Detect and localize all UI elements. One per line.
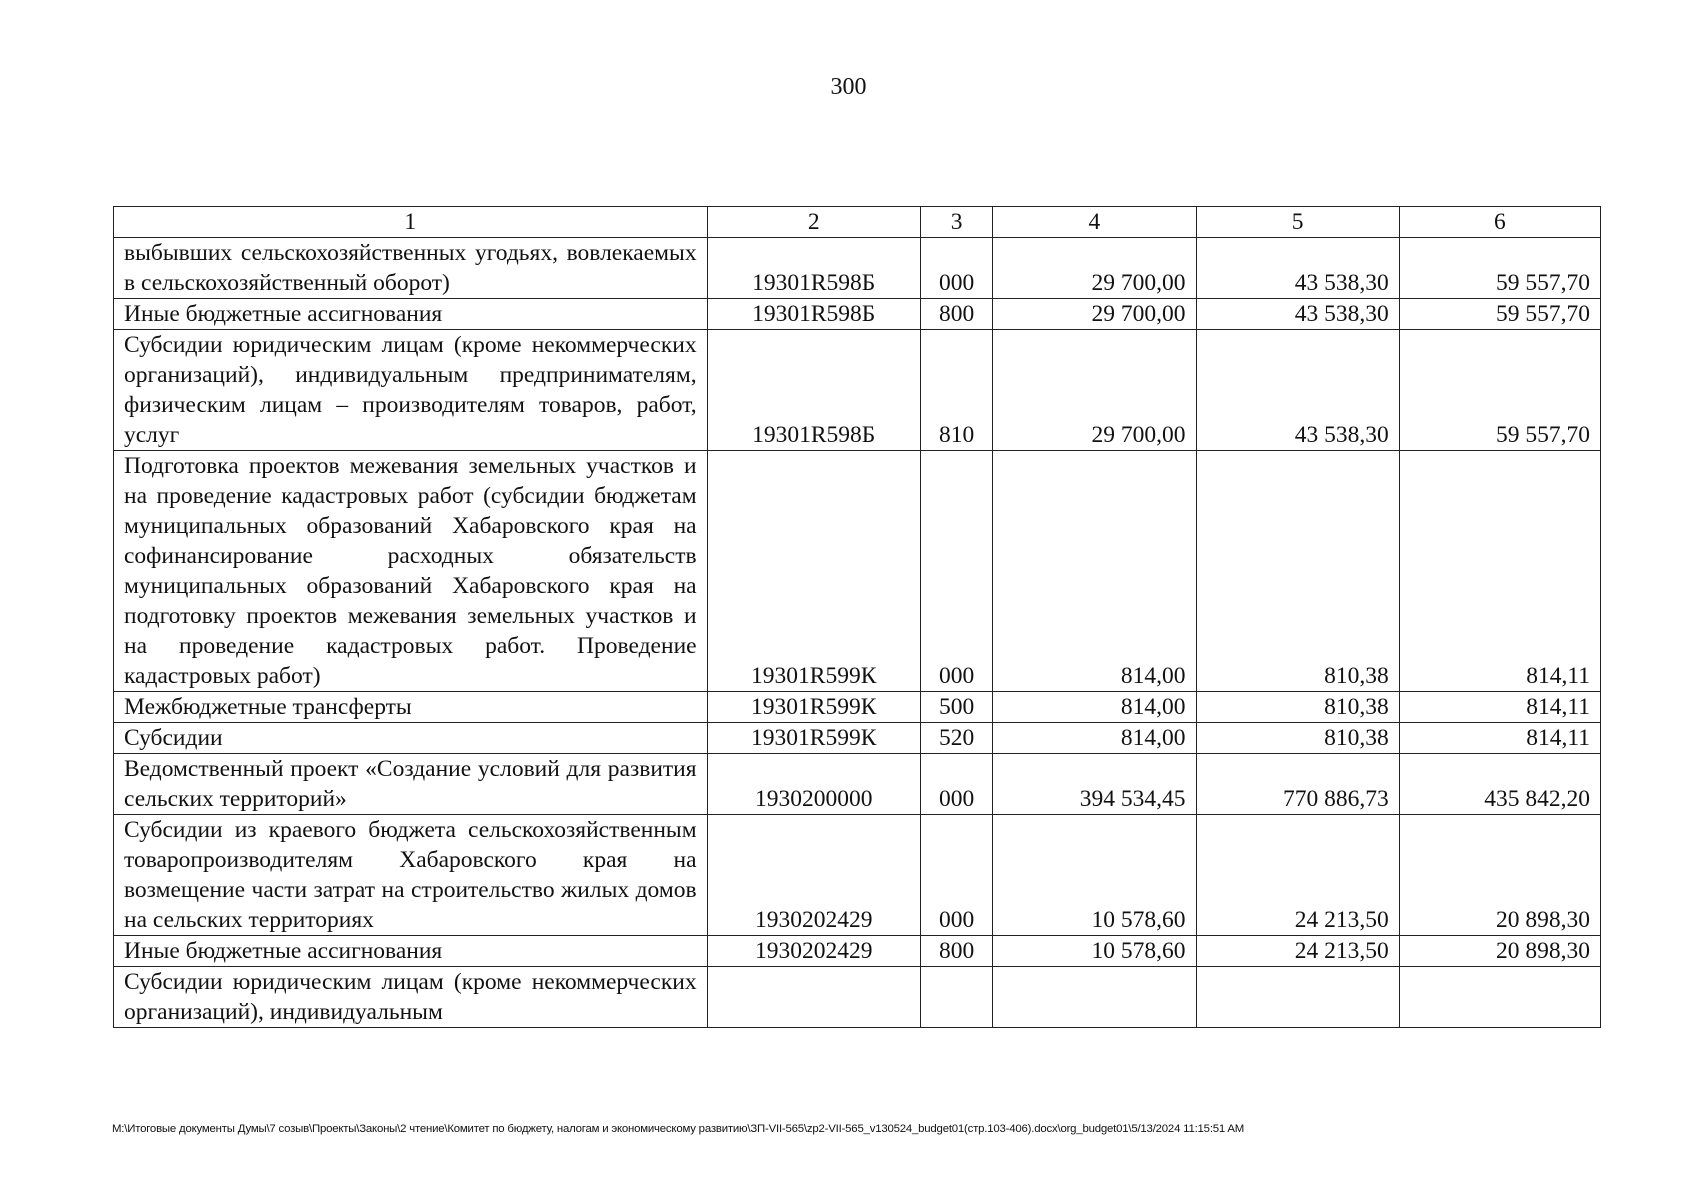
header-cell-4: 4 [993, 207, 1196, 238]
row-value-4: 814,00 [993, 692, 1196, 723]
row-value-4: 10 578,60 [993, 815, 1196, 936]
header-cell-1: 1 [114, 207, 708, 238]
table-row [114, 936, 1601, 967]
row-name: Иные бюджетные ассигнования [114, 936, 708, 967]
row-value-6: 814,11 [1399, 451, 1600, 692]
row-name: Субсидии из краевого бюджета сельскохозяйственным товаропроизводителям Хабаровского края на возмещение части затрат на строительство жилых домов на сельских территориях [114, 815, 708, 936]
row-value-4: 814,00 [993, 451, 1196, 692]
row-value-6: 814,11 [1399, 692, 1600, 723]
row-value-5: 810,38 [1196, 451, 1399, 692]
row-value-6: 435 842,20 [1399, 754, 1600, 815]
row-value-4: 10 578,60 [993, 936, 1196, 967]
row-value-6: 20 898,30 [1399, 936, 1600, 967]
header-cell-6: 6 [1399, 207, 1600, 238]
row-type: 000 [920, 815, 992, 936]
row-value-5: 24 213,50 [1196, 936, 1399, 967]
row-value-4: 394 534,45 [993, 754, 1196, 815]
row-code: 1930200000 [707, 754, 920, 815]
table-row [114, 967, 1601, 1028]
row-code [707, 967, 920, 1028]
row-value-6: 20 898,30 [1399, 815, 1600, 936]
row-value-5: 810,38 [1196, 692, 1399, 723]
row-name: Ведомственный проект «Создание условий для развития сельских территорий» [114, 754, 708, 815]
row-value-6: 59 557,70 [1399, 330, 1600, 451]
row-value-4 [993, 967, 1196, 1028]
table-row [114, 238, 1601, 299]
row-name: Субсидии юридическим лицам (кроме некоммерческих организаций), индивидуальным предпринимателям, физическим лицам – производителям товаров, работ, услуг [114, 330, 708, 451]
row-type: 000 [920, 754, 992, 815]
row-code: 19301R599К [707, 692, 920, 723]
row-code: 1930202429 [707, 815, 920, 936]
row-value-5: 24 213,50 [1196, 815, 1399, 936]
row-name: Субсидии [114, 723, 708, 754]
row-code: 19301R599К [707, 451, 920, 692]
page-number: 300 [830, 74, 867, 100]
row-name: Субсидии юридическим лицам (кроме некоммерческих организаций), индивидуальным [114, 967, 708, 1028]
row-code: 1930202429 [707, 936, 920, 967]
row-value-6 [1399, 967, 1600, 1028]
row-type: 800 [920, 936, 992, 967]
row-value-5: 43 538,30 [1196, 238, 1399, 299]
row-code: 19301R598Б [707, 299, 920, 330]
row-code: 19301R599К [707, 723, 920, 754]
row-code: 19301R598Б [707, 238, 920, 299]
row-value-6: 814,11 [1399, 723, 1600, 754]
table-row [114, 754, 1601, 815]
row-type: 810 [920, 330, 992, 451]
table-row [114, 692, 1601, 723]
row-value-5 [1196, 967, 1399, 1028]
row-code: 19301R598Б [707, 330, 920, 451]
table-row [114, 451, 1601, 692]
row-value-5: 43 538,30 [1196, 330, 1399, 451]
row-name: выбывших сельскохозяйственных угодьях, вовлекаемых в сельскохозяйственный оборот) [114, 238, 708, 299]
row-value-6: 59 557,70 [1399, 299, 1600, 330]
row-name: Подготовка проектов межевания земельных участков и на проведение кадастровых работ (субсидии бюджетам муниципальных образований Хабаровского края на софинансирование расходных обязательств муниципальных образований Хабаровского края на подготовку проектов межевания земельных участков и на проведение кадастровых работ. Проведение кадастровых работ) [114, 451, 708, 692]
row-type: 500 [920, 692, 992, 723]
footer-file-path: M:\Итоговые документы Думы\7 созыв\Проекты\Законы\2 чтение\Комитет по бюджету, налогам и экономическому развитию\ЗП-VII-565\zp2-VII-565_v130524_budget01(стр.103-406).docx\org_budget01\5/13/2024 11:15:51 AM [112, 1123, 1245, 1135]
header-cell-3: 3 [920, 207, 992, 238]
header-cell-5: 5 [1196, 207, 1399, 238]
row-name: Межбюджетные трансферты [114, 692, 708, 723]
row-type [920, 967, 992, 1028]
row-value-4: 29 700,00 [993, 299, 1196, 330]
row-value-4: 814,00 [993, 723, 1196, 754]
row-type: 000 [920, 238, 992, 299]
row-type: 520 [920, 723, 992, 754]
header-row [114, 207, 1601, 238]
row-value-5: 43 538,30 [1196, 299, 1399, 330]
row-name: Иные бюджетные ассигнования [114, 299, 708, 330]
row-type: 800 [920, 299, 992, 330]
row-value-4: 29 700,00 [993, 330, 1196, 451]
header-cell-2: 2 [707, 207, 920, 238]
table-row [114, 723, 1601, 754]
table-row [114, 815, 1601, 936]
table-row [114, 330, 1601, 451]
table-row [114, 299, 1601, 330]
row-type: 000 [920, 451, 992, 692]
row-value-6: 59 557,70 [1399, 238, 1600, 299]
budget-table [113, 206, 1601, 1028]
row-value-5: 810,38 [1196, 723, 1399, 754]
row-value-4: 29 700,00 [993, 238, 1196, 299]
row-value-5: 770 886,73 [1196, 754, 1399, 815]
